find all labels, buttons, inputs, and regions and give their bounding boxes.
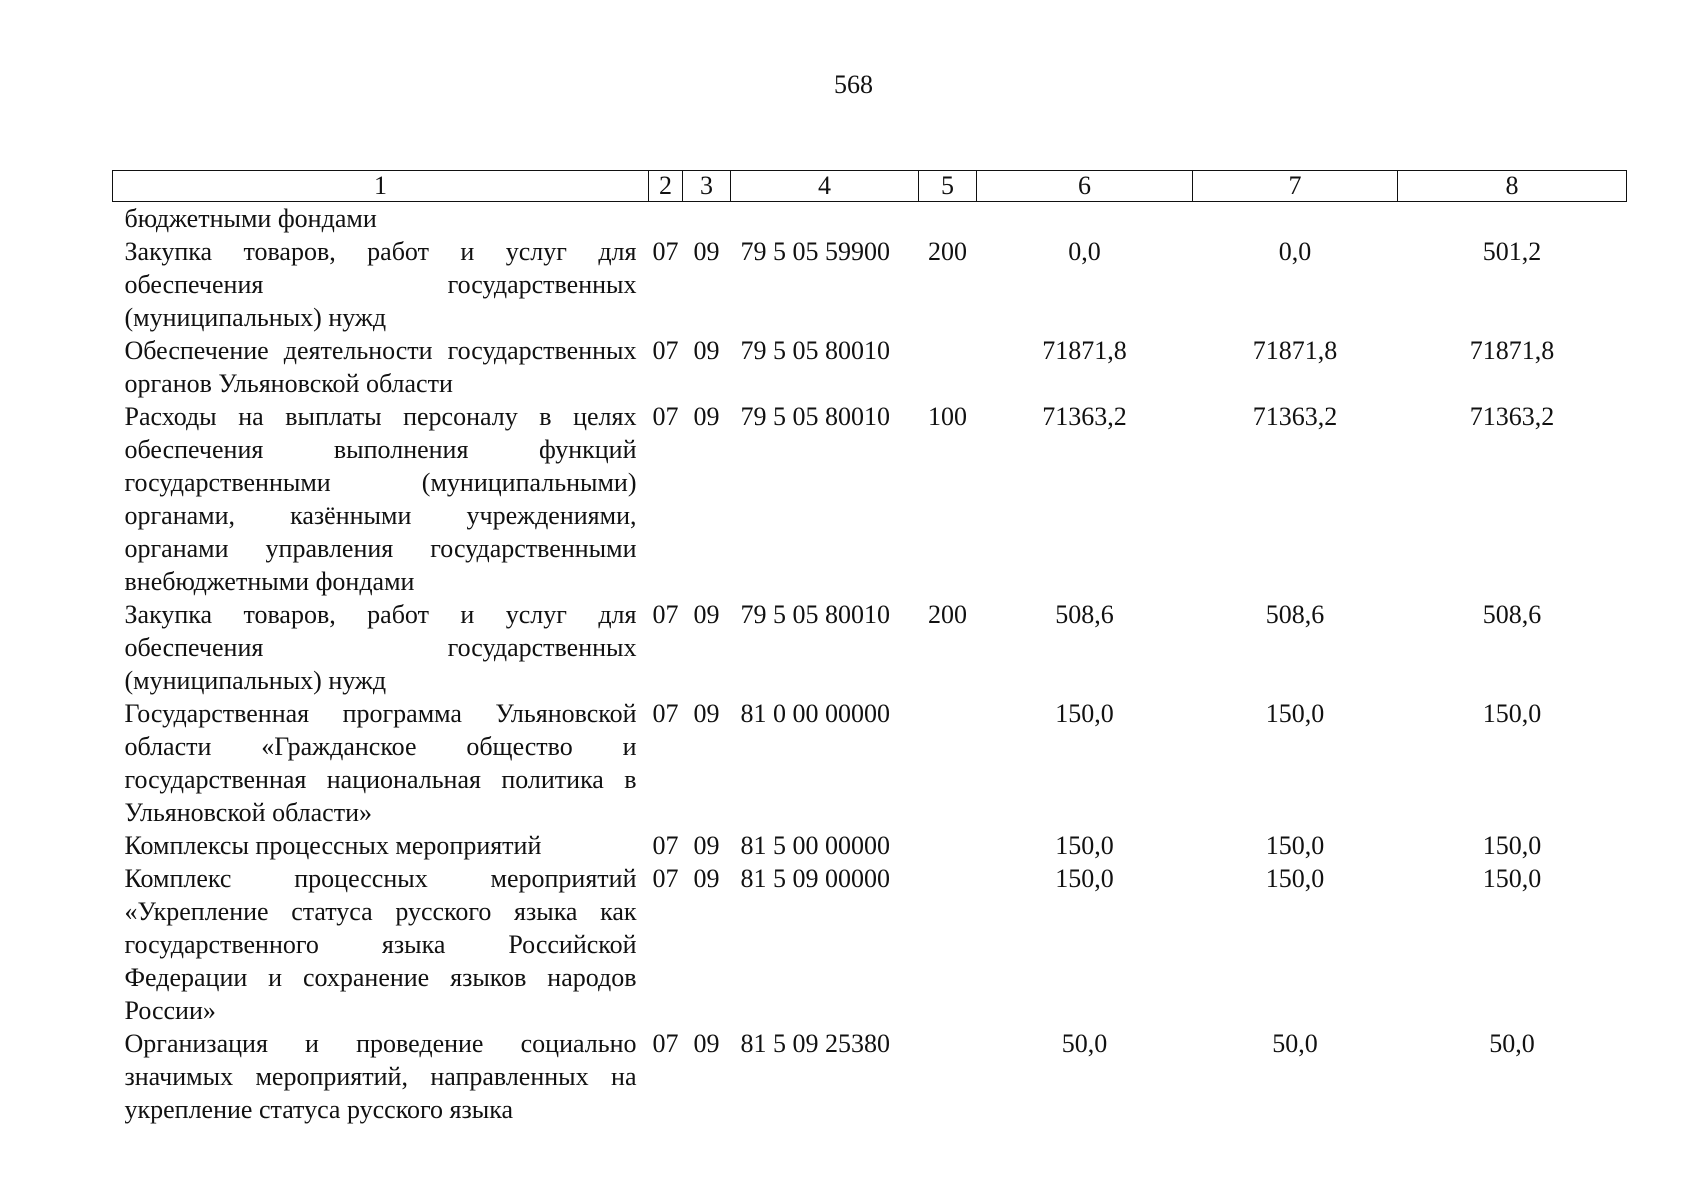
row-expense-type-code — [919, 1027, 977, 1126]
row-name: Закупка товаров, работ и услуг для обеспечения государственных (муниципальных) нужд — [124, 600, 637, 695]
row-amount-col6: 150,0 — [1055, 699, 1114, 728]
table-row — [113, 400, 1627, 598]
row-target-article-code: 81 5 09 25380 — [740, 1029, 890, 1058]
row-name: Закупка товаров, работ и услуг для обеспечения государственных (муниципальных) нужд — [124, 237, 637, 332]
row-amount-col7: 508,6 — [1265, 600, 1325, 629]
budget-table — [112, 170, 1627, 1126]
table-row — [113, 1027, 1627, 1126]
row-expense-type-code: 200 — [928, 600, 967, 629]
row-section-code: 07 — [652, 699, 679, 728]
row-target-article-code: 81 5 00 00000 — [740, 831, 890, 860]
row-name: Расходы на выплаты персоналу в целях обеспечения выполнения функций государственными (муниципальными) органами, казёнными учреждениями, органами управления государственными внебюджетными фондами — [124, 402, 637, 596]
row-amount-col7 — [1193, 202, 1398, 236]
row-amount-col8: 50,0 — [1489, 1029, 1535, 1058]
row-name: Организация и проведение социально значимых мероприятий, направленных на укрепление статуса русского языка — [124, 1029, 637, 1124]
table-row — [113, 235, 1627, 334]
table-row — [113, 202, 1627, 236]
row-target-article-code: 81 5 09 00000 — [740, 864, 890, 893]
table-row — [113, 829, 1627, 862]
row-amount-col8: 501,2 — [1482, 237, 1542, 266]
row-name: Комплекс процессных мероприятий «Укрепление статуса русского языка как государственного языка Российской Федерации и сохранение языков народов России» — [124, 864, 637, 1025]
table-row — [113, 334, 1627, 400]
row-amount-col7: 50,0 — [1272, 1029, 1318, 1058]
column-header: 5 — [919, 171, 977, 202]
row-name: Комплексы процессных мероприятий — [124, 831, 542, 860]
row-target-article-code: 79 5 05 80010 — [740, 336, 890, 365]
row-subsection-code: 09 — [693, 237, 720, 266]
row-amount-col6: 150,0 — [1055, 831, 1114, 860]
column-header: 6 — [977, 171, 1193, 202]
row-target-article-code: 79 5 05 59900 — [740, 237, 890, 266]
row-name: Государственная программа Ульяновской области «Гражданское общество и государственная национальная политика в Ульяновской области» — [124, 699, 637, 827]
page-number: 568 — [834, 70, 873, 99]
row-subsection-code: 09 — [693, 831, 720, 860]
row-section-code: 07 — [652, 1029, 679, 1058]
row-subsection-code: 09 — [693, 699, 720, 728]
row-expense-type-code: 200 — [928, 237, 967, 266]
row-amount-col6: 71363,2 — [1042, 402, 1127, 431]
row-amount-col8: 150,0 — [1482, 864, 1542, 893]
row-expense-type-code — [919, 334, 977, 400]
row-name: бюджетными фондами — [124, 204, 377, 233]
row-subsection-code: 09 — [693, 864, 720, 893]
row-expense-type-code — [919, 829, 977, 862]
table-row — [113, 598, 1627, 697]
row-name: Обеспечение деятельности государственных органов Ульяновской области — [124, 336, 637, 398]
row-subsection-code — [683, 202, 731, 236]
row-expense-type-code: 100 — [928, 402, 967, 431]
column-header: 8 — [1398, 171, 1627, 202]
row-amount-col6: 508,6 — [1055, 600, 1114, 629]
row-target-article-code: 81 0 00 00000 — [740, 699, 890, 728]
row-expense-type-code — [919, 697, 977, 829]
row-section-code: 07 — [652, 237, 679, 266]
table-row — [113, 697, 1627, 829]
row-subsection-code: 09 — [693, 402, 720, 431]
column-header: 1 — [113, 171, 649, 202]
column-header: 7 — [1193, 171, 1398, 202]
table-header-row — [113, 171, 1627, 202]
column-header: 3 — [683, 171, 731, 202]
table-row — [113, 862, 1627, 1027]
row-subsection-code: 09 — [693, 600, 720, 629]
row-amount-col7: 0,0 — [1278, 237, 1312, 266]
row-amount-col8: 508,6 — [1482, 600, 1542, 629]
row-amount-col8: 71871,8 — [1469, 336, 1555, 365]
row-amount-col6 — [977, 202, 1193, 236]
row-amount-col8: 71363,2 — [1469, 402, 1555, 431]
row-section-code: 07 — [652, 600, 679, 629]
row-section-code: 07 — [652, 336, 679, 365]
row-amount-col6: 71871,8 — [1042, 336, 1127, 365]
row-amount-col7: 150,0 — [1265, 699, 1325, 728]
row-amount-col7: 150,0 — [1265, 831, 1325, 860]
row-target-article-code: 79 5 05 80010 — [740, 402, 890, 431]
row-amount-col6: 150,0 — [1055, 864, 1114, 893]
row-expense-type-code — [919, 202, 977, 236]
row-section-code: 07 — [652, 831, 679, 860]
row-section-code: 07 — [652, 864, 679, 893]
row-amount-col7: 150,0 — [1265, 864, 1325, 893]
row-amount-col7: 71871,8 — [1252, 336, 1338, 365]
row-amount-col8 — [1398, 202, 1627, 236]
column-header: 2 — [649, 171, 683, 202]
row-subsection-code: 09 — [693, 1029, 720, 1058]
row-target-article-code — [731, 202, 919, 236]
column-header: 4 — [731, 171, 919, 202]
row-expense-type-code — [919, 862, 977, 1027]
row-amount-col6: 50,0 — [1061, 1029, 1108, 1058]
row-amount-col7: 71363,2 — [1252, 402, 1338, 431]
row-section-code: 07 — [652, 402, 679, 431]
row-subsection-code: 09 — [693, 336, 720, 365]
row-amount-col6: 0,0 — [1068, 237, 1101, 266]
row-amount-col8: 150,0 — [1482, 831, 1542, 860]
row-amount-col8: 150,0 — [1482, 699, 1542, 728]
row-section-code — [649, 202, 683, 236]
row-target-article-code: 79 5 05 80010 — [740, 600, 890, 629]
